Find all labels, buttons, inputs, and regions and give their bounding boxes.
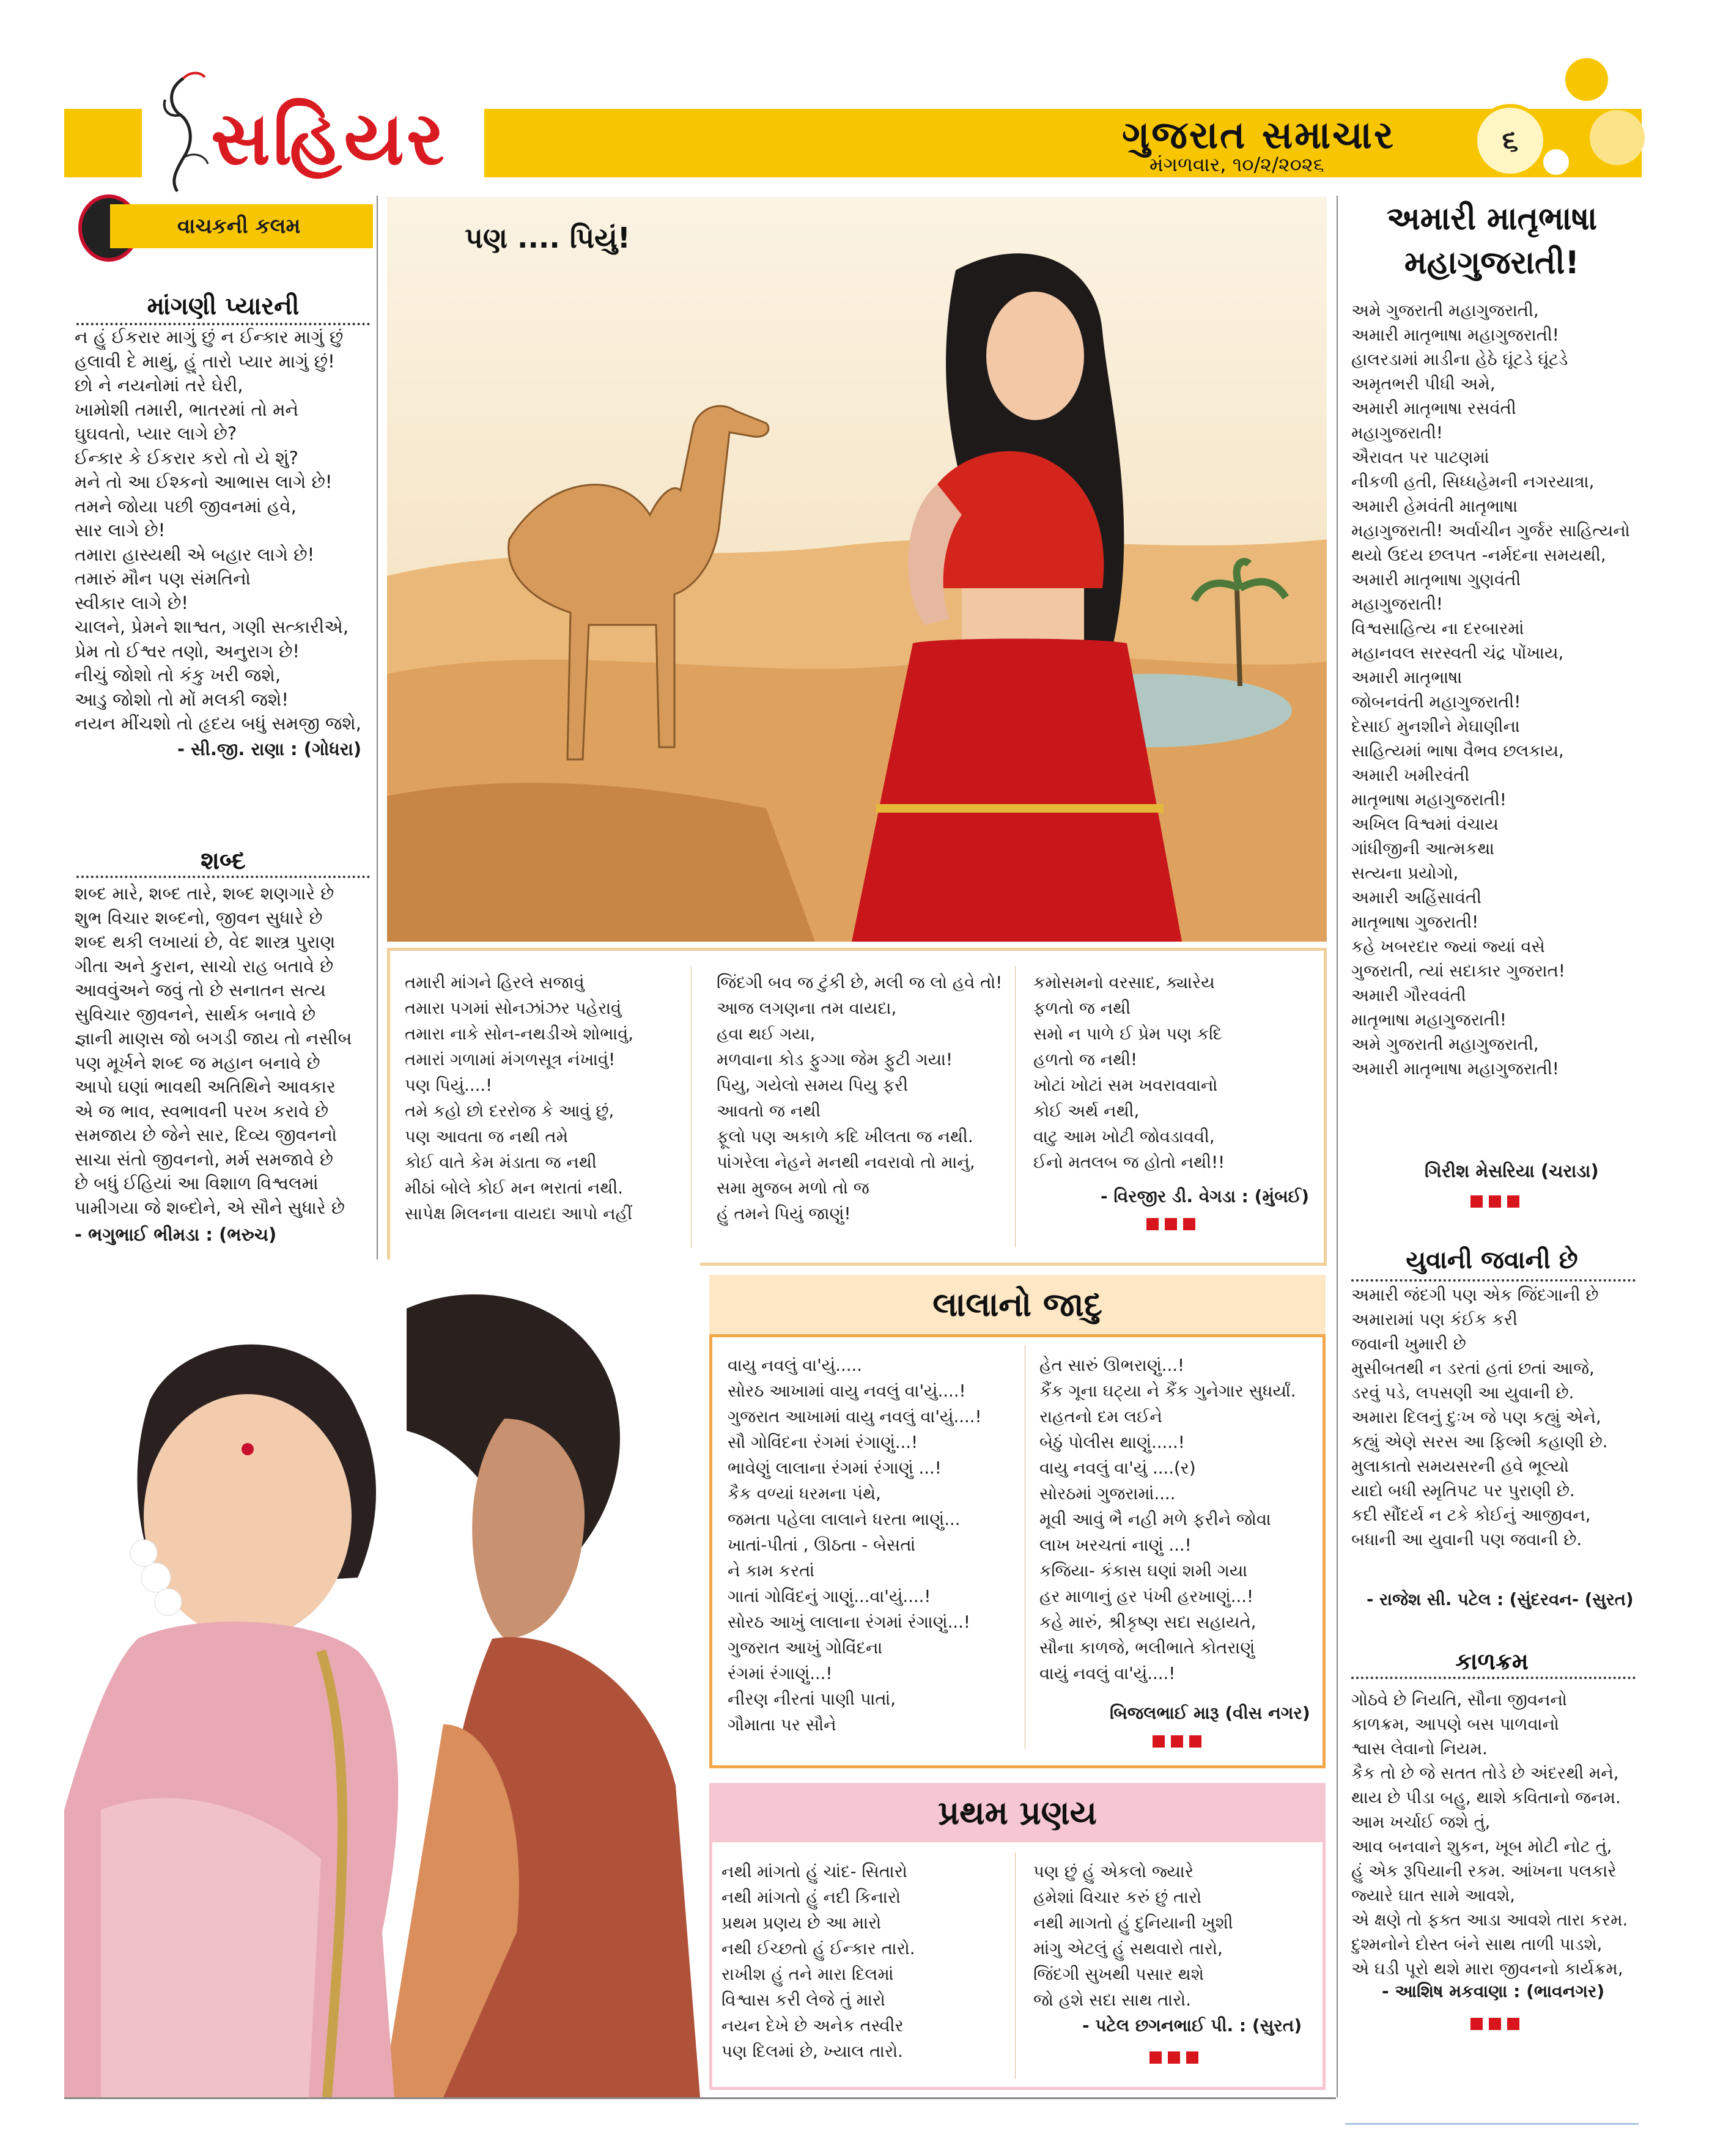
poem-line: નીકળી હતી, સિધ્ધહેમની નગરયાત્રા, bbox=[1351, 472, 1595, 492]
poem-body-pan-piyu-col2 bbox=[717, 970, 1004, 1227]
poem-line: બધાની આ યુવાની પણ જવાની છે. bbox=[1351, 1530, 1582, 1549]
poem-line: માતૃભાષા ગુજરાતી! bbox=[1351, 912, 1479, 932]
poem-line: સમા મુજબ મળો તો જ bbox=[717, 1178, 869, 1198]
poem-subtitle-matrubhasha: મહાગુજરાતી! bbox=[1404, 245, 1580, 281]
poem-line: આવ બનવાને શુકન, ખૂબ મોટી નોટ તું, bbox=[1351, 1837, 1612, 1856]
poem-body-kalkram bbox=[1351, 1688, 1642, 1981]
poem-line: દુશ્મનોને દોસ્ત બંને સાથ તાળી પાડશે, bbox=[1351, 1935, 1603, 1954]
poem-line: વિશ્વસાહિત્ય ના દરબારમાં bbox=[1351, 619, 1524, 638]
poem-line: રાખીશ હું તને મારા દિલમાં bbox=[721, 1965, 894, 1984]
poem-line: ગોઠવે છે નિયતિ, સૌના જીવનનો bbox=[1351, 1690, 1567, 1710]
poem-author: - વિરજીર ડી. વેગડા : (મુંબઈ) bbox=[1101, 1186, 1310, 1206]
column-divider bbox=[1345, 2123, 1639, 2125]
poem-line: જવાની ખુમારી છે bbox=[1351, 1334, 1466, 1354]
poem-line: રંગમાં રંગાણું...! bbox=[728, 1664, 833, 1683]
poem-line: વાયું નવલું વા'યું....! bbox=[1039, 1664, 1176, 1683]
poem-body-pratham-col1 bbox=[721, 1859, 1009, 2064]
poem-line: ગુજરાત આખું ગોવિંદના bbox=[728, 1638, 883, 1658]
poem-line: તમારાં ગળામાં મંગળસૂત્ર નંખાવું! bbox=[405, 1050, 616, 1069]
poem-line: જોબનવંતી મહાગુજરાતી! bbox=[1351, 692, 1521, 712]
poem-line: જિંદગી સુખથી પસાર થશે bbox=[1033, 1965, 1204, 1984]
poem-line: તમારા નાકે સોન-નથડીએ શોભાવું, bbox=[405, 1024, 634, 1044]
poem-line: સાચા સંતો જીવનનો, મર્મ સમજાવે છે bbox=[75, 1149, 333, 1170]
poem-line: ગુજરાત આખામાં વાયુ નવલું વા'યું....! bbox=[728, 1407, 982, 1427]
poem-line: સૌના કાળજે, ભલીભાતે કોતરાણું bbox=[1039, 1638, 1255, 1658]
poem-line: અમારી માતૃભાષા bbox=[1351, 668, 1463, 687]
poem-line: અમારી માતૃભાષા મહાગુજરાતી! bbox=[1351, 1059, 1559, 1079]
poem-line: માતૃભાષા મહાગુજરાતી! bbox=[1351, 1010, 1507, 1030]
column-divider bbox=[1015, 1853, 1016, 2079]
poem-body-pan-piyu-col3 bbox=[1033, 970, 1315, 1175]
end-mark bbox=[1470, 1195, 1519, 1208]
poem-line: દેસાઈ મુનશીને મેઘાણીના bbox=[1351, 717, 1520, 736]
poem-line: મહાગુજરાતી! bbox=[1351, 594, 1443, 614]
poem-line: માંગુ એટલું હું સથવારો તારો, bbox=[1033, 1939, 1223, 1958]
poem-line: અખિલ વિશ્વમાં વંચાય bbox=[1351, 814, 1499, 834]
desert-scene-illustration bbox=[387, 197, 1327, 942]
poem-line: આવવુંઅને જવું તો છે સનાતન સત્ય bbox=[75, 980, 326, 1000]
poem-line: વાટુ આમ ખોટી જોવડાવવી, bbox=[1033, 1127, 1215, 1146]
poem-line: ખામોશી તમારી, ભાતરમાં તો મને bbox=[75, 399, 299, 420]
poem-line: પિયુ, ગયેલો સમય પિયુ ફરી bbox=[717, 1076, 909, 1095]
poem-line: કૈક તો છે જે સતત તોડે છે અંદરથી મને, bbox=[1351, 1763, 1619, 1783]
poem-line: કહ્યું એણે સરસ આ ફિલ્મી કહાણી છે. bbox=[1351, 1432, 1608, 1452]
poem-title-pratham: પ્રથમ પ્રણય bbox=[938, 1793, 1097, 1832]
poem-line: સત્યના પ્રયોગો, bbox=[1351, 863, 1459, 883]
column-divider bbox=[1337, 196, 1338, 2097]
flower-decoration-icon bbox=[1590, 110, 1645, 165]
poem-line: અમૃતભરી પીધી અમે, bbox=[1351, 374, 1496, 394]
poem-line: ચાલને, પ્રેમને શાશ્વત, ગણી સત્કારીએ, bbox=[75, 616, 349, 637]
column-divider bbox=[691, 966, 692, 1247]
poem-line: વાયુ નવલું વા'યું..... bbox=[728, 1356, 862, 1375]
poem-line: તમારું મૌન પણ સંમતિનો bbox=[75, 568, 251, 589]
poem-line: અમારી હેમવંતી માતૃભાષા bbox=[1351, 497, 1518, 516]
poem-line: સમો ન પાળે ઈ પ્રેમ પણ કદિ bbox=[1033, 1024, 1222, 1044]
poem-line: રાહતનો દમ લઈને bbox=[1039, 1407, 1162, 1427]
poem-line: લાખ ખરચતાં નાણું ...! bbox=[1039, 1535, 1192, 1555]
poem-author: ગિરીશ મેસરિયા (ચરાડા) bbox=[1425, 1161, 1599, 1181]
poem-line: નયન દેખે છે અનેક તસ્વીર bbox=[721, 2016, 904, 2036]
poem-line: હમેશાં વિચાર કરું છું તારો bbox=[1033, 1888, 1202, 1907]
poem-line: હેત સારું ઊભરાણું...! bbox=[1039, 1356, 1185, 1375]
poem-line: સોરઠમાં ગુજરામાં.... bbox=[1039, 1484, 1176, 1504]
poem-line: ફૂલો પણ અકાળે કદિ ખીલતા જ નથી. bbox=[717, 1127, 973, 1146]
poem-line: ગૌમાતા પર સૌને bbox=[728, 1715, 836, 1735]
poem-line: નીચું જોશો તો કંકુ ખરી જશે, bbox=[75, 665, 281, 685]
poem-line: ગાંધીજીની આત્મકથા bbox=[1351, 839, 1495, 858]
poem-title-mangni: માંગણી પ્યારની bbox=[147, 292, 300, 320]
illustration-couple bbox=[64, 1260, 700, 2097]
poem-line: કદી સૌંદર્ય ન ટકે કોઈનું આજીવન, bbox=[1351, 1505, 1591, 1525]
dateline: મંગળવાર, ૧૦/૨/૨૦૨૬ bbox=[1149, 153, 1324, 176]
poem-author: બિજલભાઈ મારૂ (વીસ નગર) bbox=[1110, 1703, 1310, 1723]
poem-line: સમજાય છે જેને સાર, દિવ્ય જીવનનો bbox=[75, 1125, 337, 1145]
poem-line: અમારી જંદગી પણ એક જિંદગાની છે bbox=[1351, 1285, 1599, 1305]
poem-line: આપો ઘણાં ભાવથી અતિથિને આવકાર bbox=[75, 1077, 336, 1097]
poem-body-shabd bbox=[75, 882, 374, 1220]
poem-line: સોરઠ આખું લાલાના રંગમાં રંગાણું...! bbox=[728, 1612, 970, 1632]
poem-author: - સી.જી. રાણા : (ગોધરા) bbox=[177, 739, 362, 759]
poem-line: આમ ખર્ચાઈ જશે તું, bbox=[1351, 1812, 1491, 1832]
poem-line: એ ઘડી પૂરો થશે મારા જીવનનો કાર્યક્રમ, bbox=[1351, 1959, 1623, 1979]
poem-line: જમતા પહેલા લાલાને ધરતા ભાણું... bbox=[728, 1510, 961, 1529]
poem-line: જો હશે સદા સાથ તારો. bbox=[1033, 1990, 1191, 2010]
poem-line: પ્રેમ તો ઈશ્વર તણો, અનુરાગ છે! bbox=[75, 640, 300, 662]
poem-line: ઘુઘવતો, પ્યાર લાગે છે? bbox=[75, 423, 237, 444]
poem-line: સાર લાગે છે! bbox=[75, 520, 166, 541]
poem-line: અમારી ખમીરવંતી bbox=[1351, 766, 1470, 785]
title-divider bbox=[1351, 1279, 1636, 1282]
poem-line: કૈંક ગૂના ઘટ્યા ને કૈંક ગુનેગાર સુધર્યાં. bbox=[1039, 1381, 1296, 1401]
poem-line: શુભ વિચાર શબ્દનો, જીવન સુધારે છે bbox=[75, 907, 323, 928]
poem-title-pan-piyu: પણ .... પિયું! bbox=[465, 221, 630, 254]
flower-decoration-icon bbox=[1541, 147, 1571, 177]
poem-line: તમને જોયા પછી જીવનમાં હવે, bbox=[75, 495, 297, 517]
poem-line: સાહિત્યમાં ભાષા વૈભવ છલકાય, bbox=[1351, 741, 1564, 761]
section-badge: વાચકની કલમ bbox=[110, 204, 373, 248]
poem-line: ન હું ઈકરાર માગું છું ન ઈન્કાર માગું છું bbox=[75, 327, 344, 347]
poem-line: સૌ ગોવિંદના રંગમાં રંગાણું...! bbox=[728, 1433, 918, 1452]
poem-line: એ જ ભાવ, સ્વભાવની પરખ કરાવે છે bbox=[75, 1101, 329, 1121]
title-divider bbox=[76, 876, 370, 878]
poem-line: ગીતા અને કુરાન, સાચો રાહ બતાવે છે bbox=[75, 956, 334, 976]
title-divider bbox=[1351, 1677, 1636, 1679]
poem-line: ખાતાં-પીતાં , ઊઠતા - બેસતાં bbox=[728, 1535, 916, 1555]
poem-line: ઈન્કાર કે ઈકરાર કરો તો યે શું? bbox=[75, 447, 298, 468]
end-mark bbox=[1153, 1735, 1201, 1748]
poem-line: ને કામ કરતાં bbox=[728, 1561, 815, 1581]
poem-line: છે બધું ઈહિયાં આ વિશાળ વિશ્વલમાં bbox=[75, 1173, 319, 1194]
poem-line: અમારી માતૃભાષા મહાગુજરાતી! bbox=[1351, 325, 1559, 345]
poem-author: - રાજેશ સી. પટેલ : (સુંદરવન- (સુરત) bbox=[1367, 1590, 1634, 1609]
poem-line: પામીગયા જે શબ્દોને, એ સૌને સુધારે છે bbox=[75, 1197, 345, 1218]
poem-line: હવા થઈ ગયા, bbox=[717, 1024, 816, 1044]
poem-line: કમોસમનો વરસાદ, ક્યારેય bbox=[1033, 973, 1215, 992]
poem-line: આજ લગણના તમ વાયદા, bbox=[717, 999, 897, 1018]
poem-line: જિંદગી બવ જ ટુંકી છે, મલી જ લો હવે તો! bbox=[717, 973, 1003, 992]
poem-line: હર માળાનું હર પંખી હરખાણું...! bbox=[1039, 1587, 1253, 1606]
poem-line: મહાનવલ સરસ્વતી ચંદ્ર પોંખાય, bbox=[1351, 643, 1564, 663]
poem-line: મુલાકાતો સમયસરની હવે ભૂલ્યો bbox=[1351, 1456, 1569, 1476]
poem-line: નીરણ નીરતાં પાણી પાતાં, bbox=[728, 1689, 896, 1709]
poem-line: આવતો જ નથી bbox=[717, 1101, 821, 1121]
poem-line: પણ પિયું....! bbox=[405, 1076, 493, 1095]
poem-body-matrubhasha bbox=[1351, 298, 1642, 1081]
poem-line: શબ્દ મારે, શબ્દ તારે, શબ્દ શણગારે છે bbox=[75, 884, 334, 904]
poem-line: ડરવું પડે, લપસણી આ યુવાની છે. bbox=[1351, 1383, 1574, 1403]
poem-line: નથી માગતો હું દુનિયાની ખુશી bbox=[1033, 1913, 1233, 1933]
poem-line: મને તો આ ઈશ્કનો આભાસ લાગે છે! bbox=[75, 471, 333, 492]
poem-body-lalano-col1 bbox=[728, 1353, 1021, 1738]
poem-line: કહે ખબરદાર જ્યાં જ્યાં વસે bbox=[1351, 937, 1545, 956]
poem-body-pratham-col2 bbox=[1033, 1859, 1321, 2013]
poem-line: સુવિચાર જીવનને, સાર્થક બનાવે છે bbox=[75, 1004, 316, 1025]
poem-line: મીઠાં બોલે કોઈ મન ભરાતાં નથી. bbox=[405, 1178, 624, 1198]
poem-line: નથી માંગતો હું નદી કિનારો bbox=[721, 1888, 901, 1907]
logo-figure-icon bbox=[147, 66, 220, 194]
poem-line: નથી ઈચ્છતો હું ઈન્કાર તારો. bbox=[721, 1939, 915, 1958]
poem-line: વિશ્વાસ કરી લેજે તું મારો bbox=[721, 1990, 885, 2010]
poem-line: ફળતો જ નથી bbox=[1033, 999, 1131, 1018]
poem-body-lalano-col2 bbox=[1039, 1353, 1321, 1686]
poem-body-mangni bbox=[75, 325, 374, 736]
poem-line: પ્રથમ પ્રણય છે આ મારો bbox=[721, 1913, 882, 1933]
poem-title-lalano: લાલાનો જાદુ bbox=[932, 1285, 1102, 1324]
poem-title-shabd: શબ્દ bbox=[201, 847, 246, 875]
poem-line: હાલરડામાં માડીના હેઠે ઘૂંટડે ઘૂંટડે bbox=[1351, 350, 1568, 369]
poem-line: અમારા દિલનું દુઃખ જે પણ કહ્યું એને, bbox=[1351, 1408, 1601, 1427]
poem-line: અમે ગુજરાતી મહાગુજરાતી, bbox=[1351, 301, 1539, 320]
poem-line: તમારી માંગને હિરલે સજાવું bbox=[405, 973, 585, 992]
poem-line: યાદો બધી સ્મૃતિપટ પર પુરાણી છે. bbox=[1351, 1481, 1575, 1501]
poem-line: પણ છું હું એકલો જ્યારે bbox=[1033, 1862, 1194, 1881]
poem-line: તમારા પગમાં સોનઝાંઝર પહેરાવું bbox=[405, 999, 622, 1018]
poem-line: પણ દિલમાં છે, ખ્યાલ તારો. bbox=[721, 2042, 903, 2061]
poem-line: ગાતાં ગોવિંદનું ગાણું...વા'યું....! bbox=[728, 1587, 931, 1606]
logo-text[interactable]: સહિયર bbox=[211, 97, 447, 182]
couple-illustration bbox=[64, 1260, 700, 2097]
poem-author: - ભગુભાઈ ભીમડા : (ભરુચ) bbox=[75, 1224, 277, 1245]
poem-line: ખોટાં ખોટાં સમ ખવરાવવાનો bbox=[1033, 1076, 1218, 1095]
poem-line: મુસીબતથી ન ડરતાં હતાં છતાં આજે, bbox=[1351, 1359, 1595, 1378]
column-divider bbox=[1015, 966, 1016, 1247]
poem-body-yuvani bbox=[1351, 1283, 1642, 1552]
poem-line: મૂવી આવું ભૈ નહી મળે ફરીને જોવા bbox=[1039, 1510, 1271, 1529]
poem-line: જ્ઞાની માણસ જો બગડી જાય તો નસીબ bbox=[75, 1028, 352, 1049]
poem-line: હલાવી દે માથું, હું તારો પ્યાર માગું છું! bbox=[75, 350, 335, 372]
poem-author: - આશિષ મકવાણા : (ભાવનગર) bbox=[1382, 1981, 1605, 2001]
poem-line: ગુજરાતી, ત્યાં સદાકાર ગુજરાત! bbox=[1351, 961, 1565, 981]
poem-line: પણ મૂર્ખને શબ્દ જ મહાન બનાવે છે bbox=[75, 1052, 320, 1073]
poem-line: હળતો જ નથી! bbox=[1033, 1050, 1138, 1069]
poem-body-pan-piyu-col1 bbox=[405, 970, 674, 1227]
poem-line: નથી માંગતો હું ચાંદ- સિતારો bbox=[721, 1862, 907, 1881]
page-number: ૬ bbox=[1474, 104, 1547, 177]
poem-line: ભાવેણું લાલાના રંગમાં રંગાણું ...! bbox=[728, 1458, 942, 1478]
poem-line: કોઈ અર્થ નથી, bbox=[1033, 1101, 1140, 1121]
poem-line: મહાગુજરાતી! bbox=[1351, 423, 1443, 443]
poem-line: કહે મારું, શ્રીકૃષ્ણ સદા સહાયતે, bbox=[1039, 1612, 1256, 1632]
poem-line: અમારી અહિંસાવંતી bbox=[1351, 888, 1482, 907]
poem-line: કૈક વળ્યાં ધરમના પંથે, bbox=[728, 1484, 881, 1504]
poem-line: કાળક્રમ, આપણે બસ પાળવાનો bbox=[1351, 1715, 1559, 1734]
end-mark bbox=[1146, 1218, 1195, 1230]
poem-line: કજિયા- કંકાસ ઘણાં શમી ગયા bbox=[1039, 1561, 1248, 1581]
poem-line: બેઠું પોલીસ થાણું.....! bbox=[1039, 1433, 1185, 1452]
masthead: ગુજરાત સમાચાર bbox=[1122, 113, 1395, 157]
poem-line: અમારામાં પણ કંઈક કરી bbox=[1351, 1310, 1518, 1329]
poem-line: શબ્દ થકી લખાયાં છે, વેદ શાસ્ત્ર પુરાણ bbox=[75, 932, 336, 952]
poem-line: શ્વાસ લેવાનો નિયમ. bbox=[1351, 1739, 1488, 1759]
poem-line: અમારી ગૌરવવંતી bbox=[1351, 986, 1466, 1005]
poem-line: નયન મીંચશો તો હૃદય બધું સમજી જશે, bbox=[75, 713, 361, 734]
poem-line: જ્યારે ઘાત સામે આવશે, bbox=[1351, 1886, 1515, 1905]
poem-author: - પટેલ છગનભાઈ પી. : (સુરત) bbox=[1082, 2015, 1302, 2036]
poem-line: તમારા હાસ્યથી એ બહાર લાગે છે! bbox=[75, 544, 315, 565]
poem-line: મળવાના કોડ ફુગ્ગા જેમ ફુટી ગયા! bbox=[717, 1050, 953, 1069]
poem-title-yuvani: યુવાની જવાની છે bbox=[1406, 1246, 1578, 1274]
poem-line: હું એક રૂપિયાની રકમ. આંખના પલકારે bbox=[1351, 1861, 1617, 1881]
illustration-desert-woman bbox=[387, 197, 1327, 942]
poem-line: વાયુ નવલું વા'યું ....(ર) bbox=[1039, 1458, 1196, 1478]
section-heading-lalano bbox=[709, 1275, 1326, 1334]
column-divider bbox=[377, 196, 378, 1315]
poem-line: થયો ઉદય છલપત -નર્મદના સમયથી, bbox=[1351, 545, 1606, 565]
poem-line: છો ને નયનોમાં તરે ઘેરી, bbox=[75, 375, 243, 396]
poem-line: મહાગુજરાતી! અર્વાચીન ગુર્જર સાહિત્યનો bbox=[1351, 521, 1630, 541]
poem-line: એ ક્ષણે તો ફક્ત આડા આવશે તારા કરમ. bbox=[1351, 1910, 1628, 1930]
poem-line: પાંગરેલા નેહને મનથી નવરાવો તો માનું, bbox=[717, 1153, 975, 1172]
poem-line: માતૃભાષા મહાગુજરાતી! bbox=[1351, 790, 1507, 810]
poem-line: તમે કહો છો દરરોજ કે આવું છું, bbox=[405, 1101, 614, 1121]
end-mark bbox=[1149, 2051, 1198, 2064]
end-mark bbox=[1470, 2018, 1519, 2030]
poem-line: હું તમને પિયું જાણું! bbox=[717, 1204, 851, 1224]
poem-line: ઐરાવત પર પાટણમાં bbox=[1351, 448, 1489, 467]
column-divider bbox=[64, 2097, 1336, 2099]
poem-title-kalkram: કાળક્રમ bbox=[1455, 1648, 1529, 1675]
poem-title-matrubhasha: અમારી માતૃભાષા bbox=[1386, 201, 1598, 237]
poem-line: સ્વીકાર લાગે છે! bbox=[75, 592, 188, 613]
poem-line: આડુ જોશો તો મોં મલકી જશે! bbox=[75, 689, 289, 710]
poem-line: અમારી માતૃભાષા ગુણવંતી bbox=[1351, 570, 1521, 589]
poem-line: થાય છે પીડા બહુ, થાશે કવિતાનો જનમ. bbox=[1351, 1788, 1621, 1807]
poem-line: સોરઠ આખામાં વાયુ નવલું વા'યું....! bbox=[728, 1381, 966, 1401]
flower-decoration-icon bbox=[1565, 58, 1608, 101]
section-heading-pratham bbox=[709, 1783, 1326, 1842]
poem-line: ઈનો મતલબ જ હોતો નથી!! bbox=[1033, 1153, 1225, 1172]
poem-line: અમારી માતૃભાષા રસવંતી bbox=[1351, 399, 1516, 418]
poem-line: પણ આવતા જ નથી તમે bbox=[405, 1127, 568, 1146]
poem-line: અમે ગુજરાતી મહાગુજરાતી, bbox=[1351, 1035, 1539, 1054]
poem-line: કોઈ વાતે કેમ મંડાતા જ નથી bbox=[405, 1153, 597, 1172]
poem-line: સાપેક્ષ મિલનના વાયદા આપો નહીં bbox=[405, 1204, 633, 1224]
